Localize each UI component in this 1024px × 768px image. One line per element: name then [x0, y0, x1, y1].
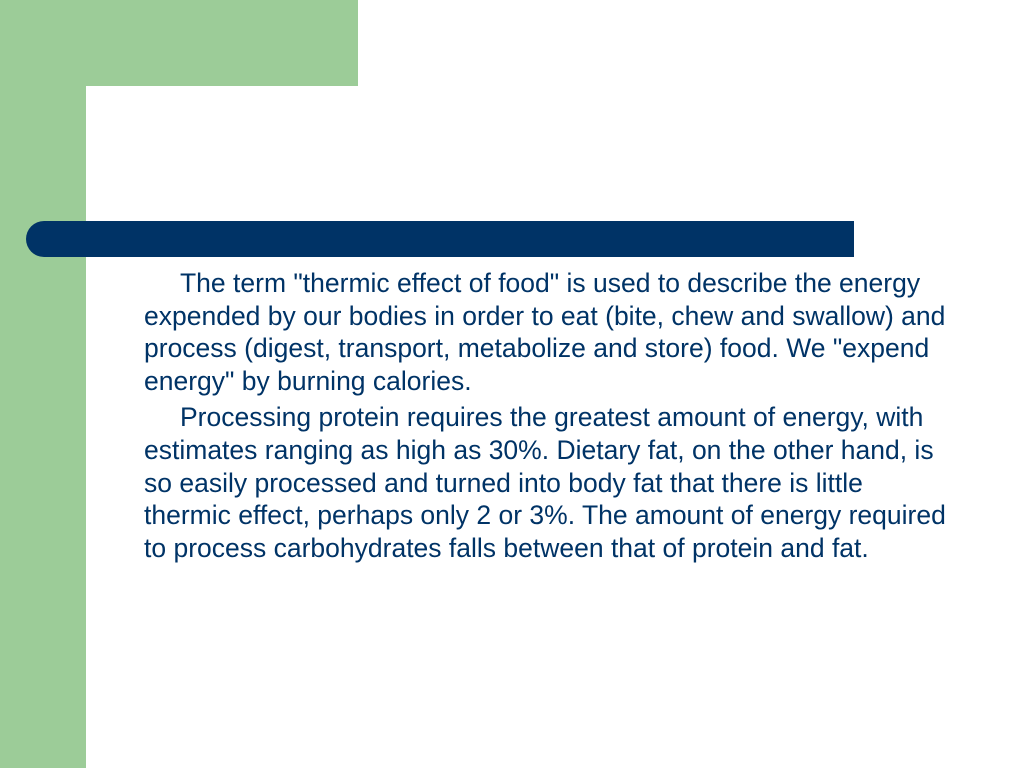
- slide-body: [144, 267, 954, 568]
- green-top-band: [0, 0, 358, 86]
- paragraph-macronutrient-processing: Processing protein requires the greatest amount of energy, with estimates ranging as high as 30%. Dietary fat, on the other hand, is so easily processed and turned into body fat that there is little thermic effect, perhaps only 2 or 3%. The amount of energy required to process carbohydrates falls between that of protein and fat.: [144, 402, 946, 563]
- green-side-band: [0, 0, 86, 768]
- paragraph-thermic-effect: The term "thermic effect of food" is used to describe the energy expended by our bodies in order to eat (bite, chew and swallow) and process (digest, transport, metabolize and store) food. We "expend energy" by burning calories.: [144, 268, 946, 396]
- navy-title-bar: [26, 221, 854, 257]
